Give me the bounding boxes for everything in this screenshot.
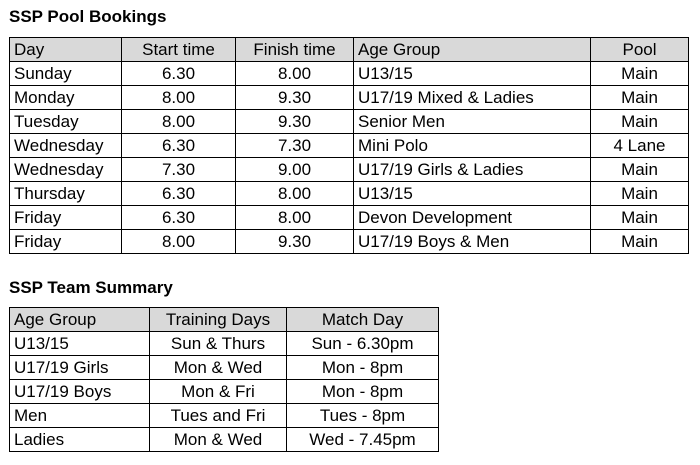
table-row xyxy=(10,158,689,182)
training-days-cell: Tues and Fri xyxy=(150,404,287,428)
table-row xyxy=(10,134,689,158)
team-summary-table xyxy=(9,307,439,452)
start-time-cell: 6.30 xyxy=(122,182,236,206)
age-group-cell: U13/15 xyxy=(354,62,591,86)
day-cell: Friday xyxy=(10,230,122,254)
column-header-match-day: Match Day xyxy=(287,308,439,332)
match-day-cell: Mon - 8pm xyxy=(287,380,439,404)
training-days-cell: Mon & Wed xyxy=(150,356,287,380)
table-row xyxy=(10,110,689,134)
age-group-cell: Senior Men xyxy=(354,110,591,134)
pool-bookings-title: SSP Pool Bookings xyxy=(9,7,167,26)
start-time-cell: 8.00 xyxy=(122,230,236,254)
finish-time-cell: 9.30 xyxy=(236,110,354,134)
age-group-cell: U17/19 Girls & Ladies xyxy=(354,158,591,182)
column-header-pool: Pool xyxy=(591,38,689,62)
age-group-cell: Devon Development xyxy=(354,206,591,230)
age-group-cell: U13/15 xyxy=(10,332,150,356)
age-group-cell: Men xyxy=(10,404,150,428)
day-cell: Wednesday xyxy=(10,158,122,182)
table-row xyxy=(10,404,439,428)
age-group-cell: U13/15 xyxy=(354,182,591,206)
finish-time-cell: 8.00 xyxy=(236,182,354,206)
table-row xyxy=(10,182,689,206)
day-cell: Sunday xyxy=(10,62,122,86)
table-row xyxy=(10,428,439,452)
age-group-cell: Mini Polo xyxy=(354,134,591,158)
pool-cell: Main xyxy=(591,158,689,182)
day-cell: Friday xyxy=(10,206,122,230)
age-group-cell: U17/19 Boys & Men xyxy=(354,230,591,254)
training-days-cell: Mon & Wed xyxy=(150,428,287,452)
start-time-cell: 6.30 xyxy=(122,206,236,230)
finish-time-cell: 8.00 xyxy=(236,62,354,86)
match-day-cell: Mon - 8pm xyxy=(287,356,439,380)
finish-time-cell: 8.00 xyxy=(236,206,354,230)
pool-cell: Main xyxy=(591,62,689,86)
match-day-cell: Sun - 6.30pm xyxy=(287,332,439,356)
column-header-start-time: Start time xyxy=(122,38,236,62)
pool-cell: 4 Lane xyxy=(591,134,689,158)
day-cell: Wednesday xyxy=(10,134,122,158)
column-header-age-group: Age Group xyxy=(10,308,150,332)
start-time-cell: 8.00 xyxy=(122,110,236,134)
start-time-cell: 7.30 xyxy=(122,158,236,182)
age-group-cell: U17/19 Girls xyxy=(10,356,150,380)
column-header-finish-time: Finish time xyxy=(236,38,354,62)
table-header-row xyxy=(10,38,689,62)
pool-cell: Main xyxy=(591,182,689,206)
training-days-cell: Mon & Fri xyxy=(150,380,287,404)
finish-time-cell: 9.30 xyxy=(236,230,354,254)
age-group-cell: U17/19 Mixed & Ladies xyxy=(354,86,591,110)
pool-cell: Main xyxy=(591,110,689,134)
table-row xyxy=(10,332,439,356)
pool-cell: Main xyxy=(591,230,689,254)
age-group-cell: Ladies xyxy=(10,428,150,452)
day-cell: Tuesday xyxy=(10,110,122,134)
team-summary-title: SSP Team Summary xyxy=(9,278,173,297)
training-days-cell: Sun & Thurs xyxy=(150,332,287,356)
pool-cell: Main xyxy=(591,206,689,230)
finish-time-cell: 7.30 xyxy=(236,134,354,158)
table-row xyxy=(10,380,439,404)
table-row xyxy=(10,86,689,110)
start-time-cell: 6.30 xyxy=(122,62,236,86)
finish-time-cell: 9.00 xyxy=(236,158,354,182)
column-header-age-group: Age Group xyxy=(354,38,591,62)
match-day-cell: Wed - 7.45pm xyxy=(287,428,439,452)
pool-cell: Main xyxy=(591,86,689,110)
column-header-training-days: Training Days xyxy=(150,308,287,332)
table-row xyxy=(10,206,689,230)
pool-bookings-table xyxy=(9,37,689,254)
start-time-cell: 6.30 xyxy=(122,134,236,158)
table-header-row xyxy=(10,308,439,332)
table-row xyxy=(10,62,689,86)
day-cell: Monday xyxy=(10,86,122,110)
table-row xyxy=(10,230,689,254)
match-day-cell: Tues - 8pm xyxy=(287,404,439,428)
day-cell: Thursday xyxy=(10,182,122,206)
finish-time-cell: 9.30 xyxy=(236,86,354,110)
column-header-day: Day xyxy=(10,38,122,62)
start-time-cell: 8.00 xyxy=(122,86,236,110)
table-row xyxy=(10,356,439,380)
age-group-cell: U17/19 Boys xyxy=(10,380,150,404)
